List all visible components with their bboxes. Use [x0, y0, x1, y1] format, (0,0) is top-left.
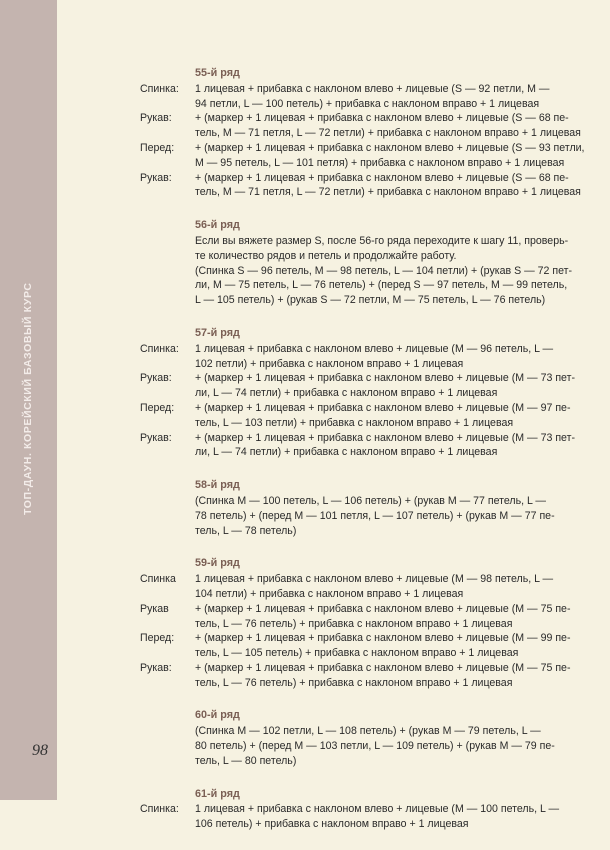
- instruction-text: [195, 401, 570, 431]
- row-summary-text: [195, 494, 560, 538]
- row-heading: 56-й ряд: [195, 219, 240, 232]
- row-summary-text: [195, 724, 560, 768]
- instruction-text: [195, 111, 581, 141]
- row-heading: 61-й ряд: [195, 787, 240, 800]
- garment-part-label: Рукав: [140, 602, 169, 615]
- instruction-text: [195, 141, 585, 171]
- row-summary-text: [195, 234, 573, 308]
- garment-part-label: Спинка:: [140, 803, 179, 816]
- row-section: [140, 787, 560, 832]
- summary-line: (Спинка S — 96 петель, M — 98 петель, L — 104 петли) + (рукав S — 72 пет-: [195, 264, 573, 277]
- instruction-text: [195, 631, 570, 661]
- garment-part-entry: [140, 171, 581, 201]
- summary-line: тель, L — 80 петель): [195, 754, 297, 767]
- garment-part-label: Спинка:: [140, 82, 179, 95]
- row-section: [140, 556, 571, 690]
- row-section: [140, 326, 575, 460]
- row-heading: 59-й ряд: [195, 557, 240, 570]
- garment-part-label: Спинка: [140, 573, 176, 586]
- instruction-line: 102 петли) + прибавка с наклоном вправо + 1 лицевая: [195, 357, 464, 370]
- row-heading: 55-й ряд: [195, 67, 240, 79]
- summary-line: ли, M — 75 петель, L — 76 петель) + (перед S — 97 петель, M — 99 петель,: [195, 279, 568, 292]
- garment-part-label: Перед:: [140, 632, 175, 645]
- row-section: [140, 66, 585, 200]
- instruction-line: 106 петель) + прибавка с наклоном вправо + 1 лицевая: [195, 818, 469, 831]
- instruction-text: [195, 342, 560, 372]
- garment-part-label: Рукав:: [140, 661, 172, 674]
- garment-part-label: Рукав:: [140, 372, 172, 385]
- garment-part-entry: [140, 111, 581, 141]
- garment-part-entry: [140, 371, 575, 401]
- row-heading: 58-й ряд: [195, 479, 240, 492]
- garment-part-label: Спинка:: [140, 342, 179, 355]
- garment-part-label: Рукав:: [140, 431, 172, 444]
- instruction-text: [195, 371, 575, 401]
- instruction-line: + (маркер + 1 лицевая + прибавка с наклоном влево + лицевые (M — 75 пе-: [195, 602, 571, 615]
- instruction-line: + (маркер + 1 лицевая + прибавка с наклоном влево + лицевые (S — 93 петли,: [195, 141, 585, 154]
- instructions-body: [140, 66, 585, 850]
- instruction-line: тель, L — 76 петель) + прибавка с наклоном вправо + 1 лицевая: [195, 617, 513, 630]
- garment-part-label: Рукав:: [140, 112, 172, 125]
- page-number: 98: [32, 742, 48, 759]
- row-heading: 60-й ряд: [195, 709, 240, 722]
- garment-part-entry: [140, 141, 585, 171]
- instruction-line: тель, M — 71 петля, L — 72 петли) + прибавка с наклоном вправо + 1 лицевая: [195, 127, 581, 140]
- instruction-text: [195, 602, 570, 632]
- instruction-line: тель, M — 71 петля, L — 72 петли) + прибавка с наклоном вправо + 1 лицевая: [195, 186, 581, 199]
- instruction-line: 1 лицевая + прибавка с наклоном влево + лицевые (M — 96 петель, L —: [195, 342, 554, 355]
- garment-part-entry: [140, 431, 575, 461]
- instruction-line: + (маркер + 1 лицевая + прибавка с наклоном влево + лицевые (S — 68 пе-: [195, 171, 569, 184]
- garment-part-entry: [140, 401, 571, 431]
- row-section: [140, 218, 573, 308]
- instruction-line: тель, L — 105 петель) + прибавка с наклоном вправо + 1 лицевая: [195, 647, 519, 660]
- instruction-text: [195, 572, 560, 602]
- summary-line: Если вы вяжете размер S, после 56-го ряда переходите к шагу 11, проверь-: [195, 234, 569, 247]
- instruction-line: 1 лицевая + прибавка с наклоном влево + лицевые (S — 92 петли, M —: [195, 82, 550, 95]
- row-section: [140, 708, 560, 768]
- garment-part-entry: [140, 802, 560, 832]
- summary-line: (Спинка M — 102 петли, L — 108 петель) + (рукав M — 79 петель, L —: [195, 725, 541, 738]
- instruction-line: ли, L — 74 петли) + прибавка с наклоном вправо + 1 лицевая: [195, 387, 498, 400]
- garment-part-entry: [140, 602, 571, 632]
- instruction-line: + (маркер + 1 лицевая + прибавка с наклоном влево + лицевые (M — 75 пе-: [195, 661, 571, 674]
- garment-part-label: Перед:: [140, 141, 175, 154]
- instruction-line: M — 95 петель, L — 101 петля) + прибавка с наклоном вправо + 1 лицевая: [195, 156, 565, 169]
- row-heading: 57-й ряд: [195, 326, 240, 339]
- garment-part-label: Перед:: [140, 401, 175, 414]
- instruction-text: [195, 171, 581, 201]
- instruction-line: 104 петли) + прибавка с наклоном вправо + 1 лицевая: [195, 587, 464, 600]
- instruction-line: 1 лицевая + прибавка с наклоном влево + лицевые (M — 98 петель, L —: [195, 573, 554, 586]
- instruction-text: [195, 431, 575, 461]
- summary-line: тель, L — 78 петель): [195, 524, 297, 537]
- instruction-line: 94 петли, L — 100 петель) + прибавка с наклоном вправо + 1 лицевая: [195, 97, 540, 110]
- summary-line: 80 петель) + (перед M — 103 петли, L — 109 петель) + (рукав M — 79 пе-: [195, 740, 555, 753]
- instruction-line: + (маркер + 1 лицевая + прибавка с наклоном влево + лицевые (M — 73 пет-: [195, 372, 575, 385]
- garment-part-entry: [140, 661, 571, 691]
- instruction-line: тель, L — 103 петли) + прибавка с наклоном вправо + 1 лицевая: [195, 416, 514, 429]
- instruction-text: [195, 661, 570, 691]
- garment-part-label: Рукав:: [140, 171, 172, 184]
- instruction-line: + (маркер + 1 лицевая + прибавка с наклоном влево + лицевые (S — 68 пе-: [195, 112, 569, 125]
- instruction-line: тель, L — 76 петель) + прибавка с наклоном вправо + 1 лицевая: [195, 676, 513, 689]
- instruction-line: + (маркер + 1 лицевая + прибавка с наклоном влево + лицевые (M — 99 пе-: [195, 632, 571, 645]
- garment-part-entry: [140, 572, 560, 602]
- instruction-line: 1 лицевая + прибавка с наклоном влево + лицевые (M — 100 петель, L —: [195, 803, 560, 816]
- garment-part-entry: [140, 631, 571, 661]
- instruction-text: [195, 802, 560, 832]
- garment-part-entry: [140, 342, 560, 372]
- summary-line: L — 105 петель) + (рукав S — 72 петли, M — 75 петель, L — 76 петель): [195, 294, 546, 307]
- garment-part-entry: [140, 82, 560, 112]
- row-section: [140, 478, 560, 538]
- instruction-line: + (маркер + 1 лицевая + прибавка с наклоном влево + лицевые (M — 73 пет-: [195, 431, 575, 444]
- book-section-title: ТОП-ДАУН. КОРЕЙСКИЙ БАЗОВЫЙ КУРС: [22, 282, 34, 515]
- instruction-text: [195, 82, 560, 112]
- summary-line: те количество рядов и петель и продолжайте работу.: [195, 249, 457, 262]
- summary-line: 78 петель) + (перед M — 101 петля, L — 107 петель) + (рукав M — 77 пе-: [195, 509, 555, 522]
- instruction-line: + (маркер + 1 лицевая + прибавка с наклоном влево + лицевые (M — 97 пе-: [195, 401, 571, 414]
- instruction-line: ли, L — 74 петли) + прибавка с наклоном вправо + 1 лицевая: [195, 446, 498, 459]
- summary-line: (Спинка M — 100 петель, L — 106 петель) + (рукав M — 77 петель, L —: [195, 494, 547, 507]
